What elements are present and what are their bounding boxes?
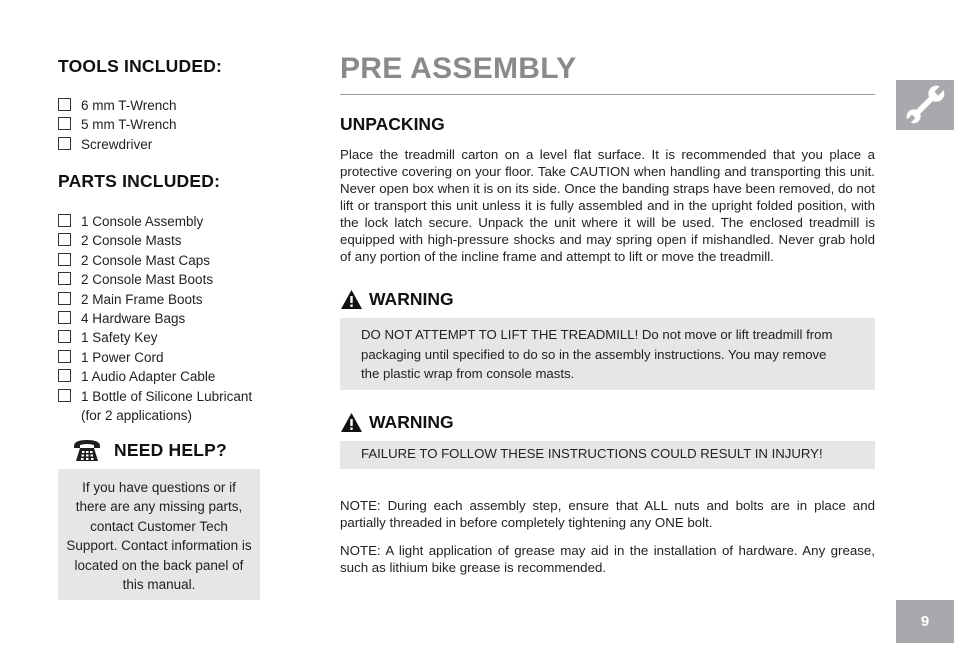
checklist-item: 1 Power Cord — [58, 348, 288, 367]
title-divider — [340, 94, 875, 95]
checklist-item: 2 Console Mast Boots — [58, 270, 288, 289]
need-help-header — [72, 437, 227, 463]
checkbox[interactable] — [58, 98, 71, 111]
checkbox[interactable] — [58, 117, 71, 130]
note-1: NOTE: During each assembly step, ensure that ALL nuts and bolts are in place and partially threaded in before completely tightening any ONE bolt. — [340, 498, 875, 530]
page-title-rest: ASSEMBLY — [402, 52, 577, 85]
checkbox[interactable] — [58, 311, 71, 324]
checkbox[interactable] — [58, 137, 71, 150]
checklist-item: Screwdriver — [58, 135, 288, 154]
checklist-item: 1 Audio Adapter Cable — [58, 367, 288, 386]
warning-heading: WARNING — [369, 289, 454, 309]
checklist-item: 2 Main Frame Boots — [58, 290, 288, 309]
checklist-item: 5 mm T-Wrench — [58, 115, 288, 134]
warning-text: FAILURE TO FOLLOW THESE INSTRUCTIONS COULD RESULT IN INJURY! — [361, 446, 823, 461]
checklist-item: 6 mm T-Wrench — [58, 96, 288, 115]
tools-checklist — [58, 96, 288, 154]
parts-included-heading: PARTS INCLUDED: — [58, 171, 221, 191]
note-2: NOTE: A light application of grease may aid in the installation of hardware. Any grease, such as lithium bike grease is recommended. — [340, 543, 875, 575]
unpacking-text: Place the treadmill carton on a level flat surface. It is recommended that you place a protective covering on your floor. Take CAUTION when handling and transporting this unit. Never open box when it is on its side. Once the banding straps have been removed, do not lift or transport this unit unless it is fully assembled and in the upright folded position, with the lock latch secure. Unpack the unit where it will be used. The enclosed treadmill is equipped with high-pressure shocks and may spring open if mishandled. Never grab hold of any portion of the incline frame and attempt to lift or move the treadmill. — [340, 147, 875, 264]
checklist-item: 1 Console Assembly — [58, 212, 288, 231]
warning-icon — [340, 289, 363, 310]
checkbox[interactable] — [58, 214, 71, 227]
checkbox[interactable] — [58, 233, 71, 246]
unpacking-heading: UNPACKING — [340, 114, 445, 134]
wrench-icon — [896, 80, 954, 130]
warning-icon — [340, 412, 363, 433]
warning-header-1 — [340, 289, 454, 310]
checkbox[interactable] — [58, 292, 71, 305]
checklist-item: 1 Safety Key — [58, 328, 288, 347]
parts-checklist — [58, 212, 288, 425]
warning-heading: WARNING — [369, 412, 454, 432]
tools-included-heading: TOOLS INCLUDED: — [58, 56, 223, 76]
checkbox[interactable] — [58, 330, 71, 343]
warning-header-2 — [340, 412, 454, 433]
checkbox[interactable] — [58, 350, 71, 363]
page-number: 9 — [896, 600, 954, 643]
checkbox[interactable] — [58, 272, 71, 285]
page-title-bold: PRE — [340, 52, 403, 85]
checkbox[interactable] — [58, 369, 71, 382]
page-title — [340, 52, 576, 86]
section-tab — [896, 80, 954, 130]
need-help-heading: NEED HELP? — [114, 439, 227, 460]
checklist-item: 4 Hardware Bags — [58, 309, 288, 328]
checklist-item: 2 Console Masts — [58, 231, 288, 250]
warning-box-2 — [340, 441, 875, 469]
warning-box-1 — [340, 318, 875, 390]
checkbox[interactable] — [58, 389, 71, 402]
need-help-text: If you have questions or if there are any missing parts, contact Customer Tech Support. Contact information is located on the back panel of this manual. — [66, 480, 252, 593]
checklist-item: 1 Bottle of Silicone Lubricant (for 2 applications) — [58, 387, 288, 426]
need-help-box — [58, 469, 260, 600]
warning-text: DO NOT ATTEMPT TO LIFT THE TREADMILL! Do not move or lift treadmill from packaging until specified to do so in the assembly instructions. You may remove the plastic wrap from console masts. — [361, 327, 833, 381]
checkbox[interactable] — [58, 253, 71, 266]
checklist-item: 2 Console Mast Caps — [58, 251, 288, 270]
telephone-icon — [72, 437, 102, 463]
